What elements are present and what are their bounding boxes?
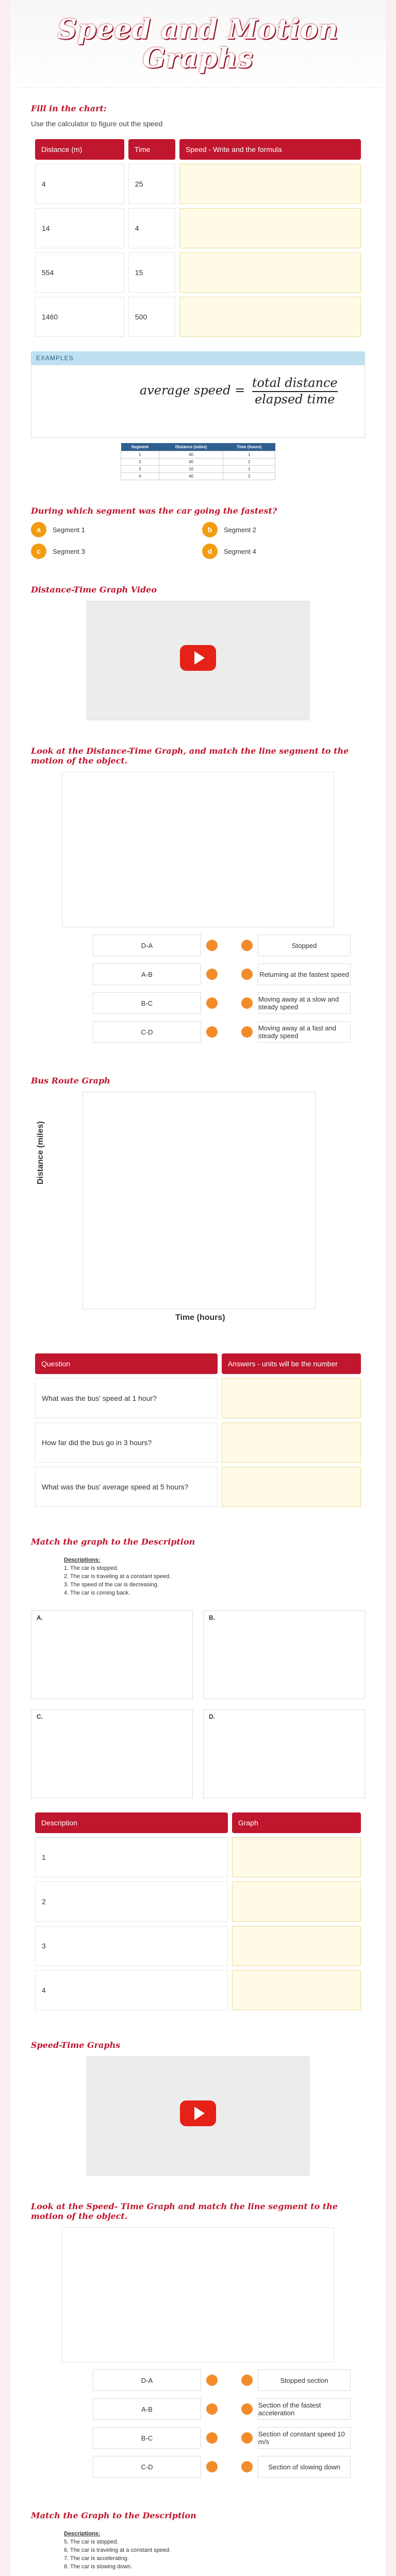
match-graph-title: Match the Graph to the Description	[31, 2511, 196, 2520]
motion-dot[interactable]	[241, 2375, 253, 2386]
motion-label: Stopped	[258, 935, 351, 956]
segment-label: C-D	[93, 1021, 201, 1043]
play-icon[interactable]	[180, 645, 216, 671]
motion-label: Returning at the fastest speed	[258, 963, 351, 985]
graph-label: C.	[37, 1713, 43, 1720]
segment-label: D-A	[93, 935, 201, 956]
table-row	[35, 252, 361, 293]
description-item: 8. The car is slowing down.	[64, 2564, 133, 2570]
match-row	[93, 2427, 365, 2449]
video-player[interactable]	[87, 2056, 309, 2176]
video-title: Speed-Time Graphs	[31, 2040, 121, 2050]
descriptions-title: Descriptions:	[64, 2531, 101, 2537]
option-label: Segment 3	[53, 547, 85, 555]
question-cell: What was the bus' average speed at 5 hours?	[35, 1467, 218, 1507]
mini-header: Distance (miles)	[159, 443, 223, 451]
answer-input[interactable]	[222, 1422, 361, 1463]
motion-dot[interactable]	[241, 2461, 253, 2472]
mini-header: Time (hours)	[223, 443, 275, 451]
mini-cell: 40	[159, 451, 223, 459]
motion-label: Moving away at a slow and steady speed	[258, 992, 351, 1014]
segment-question-section	[10, 490, 386, 569]
mini-cell: 2	[223, 459, 275, 466]
description-item: 2. The car is traveling at a constant speed.	[64, 1573, 171, 1580]
bus-route-ylabel: Distance (miles)	[36, 1121, 45, 1184]
graph-label: D.	[209, 1713, 215, 1720]
table-row	[35, 297, 361, 337]
description-item: 5. The car is stopped.	[64, 2539, 119, 2545]
match-row	[93, 2398, 365, 2420]
header-description: Description	[35, 1812, 228, 1833]
answer-input[interactable]	[222, 1467, 361, 1507]
segment-dot[interactable]	[206, 997, 218, 1009]
answer-input[interactable]	[179, 208, 361, 248]
graph-grid	[31, 1611, 365, 1798]
mini-cell: 40	[159, 473, 223, 480]
examples-bar: EXAMPLES	[31, 351, 365, 365]
st-match-section	[10, 2186, 386, 2495]
match-row	[93, 2369, 365, 2391]
description-item: 7. The car is accelerating.	[64, 2555, 129, 2562]
distance-time-graph	[62, 772, 334, 927]
graph-label: B.	[209, 1614, 215, 1621]
time-cell: 25	[128, 164, 175, 204]
segment-label: A-B	[93, 2398, 201, 2420]
page-title: Speed and Motion Graphs	[57, 14, 339, 74]
formula-denominator: elapsed time	[255, 392, 335, 406]
match-title: Look at the Distance-Time Graph, and match the line segment to the motion of the object.	[31, 746, 349, 766]
option-letter: a	[31, 522, 46, 537]
mini-cell: 2	[223, 473, 275, 480]
distance-cell: 554	[35, 252, 124, 293]
time-cell: 15	[128, 252, 175, 293]
option-a[interactable]	[31, 522, 194, 537]
descriptions-title: Descriptions:	[64, 1557, 101, 1563]
option-label: Segment 1	[53, 526, 85, 534]
option-b[interactable]	[202, 522, 365, 537]
segment-dot[interactable]	[206, 1026, 218, 1038]
graph-label: A.	[37, 1614, 43, 1621]
formula-fraction	[252, 376, 338, 406]
segment-dot[interactable]	[206, 969, 218, 980]
match-graph-2-section	[10, 2495, 386, 2576]
segment-label: C-D	[93, 2456, 201, 2478]
match-graph-title: Match the graph to the Description	[31, 1537, 195, 1547]
match-graph-1-section	[10, 1521, 386, 2025]
question-cell: What was the bus' speed at 1 hour?	[35, 1378, 218, 1418]
graph-b	[203, 1611, 365, 1699]
bus-questions-table	[31, 1349, 365, 1511]
mini-cell: 4	[121, 473, 159, 480]
match-title: Look at the Speed- Time Graph and match the line segment to the motion of the object.	[31, 2201, 338, 2221]
motion-dot[interactable]	[241, 969, 253, 980]
bus-route-graph	[31, 1092, 365, 1329]
bus-route-section	[10, 1060, 386, 1339]
example-table	[121, 443, 275, 480]
segment-dot[interactable]	[206, 2461, 218, 2472]
speed-time-graph	[62, 2227, 334, 2362]
formula-left: average speed =	[140, 383, 245, 398]
section-title: Fill in the chart:	[31, 104, 107, 113]
row-number: 3	[35, 1926, 228, 1966]
motion-dot[interactable]	[241, 940, 253, 951]
answer-input[interactable]	[232, 1837, 361, 1877]
descriptions-box	[61, 1553, 335, 1600]
mini-header: Segment	[121, 443, 159, 451]
option-letter: c	[31, 544, 46, 559]
play-icon[interactable]	[180, 2100, 216, 2126]
video-player[interactable]	[87, 601, 309, 720]
motion-label: Section of the fastest acceleration	[258, 2398, 351, 2420]
distance-cell: 4	[35, 164, 124, 204]
graph-d	[203, 1709, 365, 1798]
mini-cell: 40	[159, 459, 223, 466]
option-label: Segment 2	[224, 526, 256, 534]
descriptions-box	[61, 2527, 335, 2574]
time-cell: 4	[128, 208, 175, 248]
description-item: 1. The car is stopped.	[64, 1565, 119, 1571]
distance-cell: 14	[35, 208, 124, 248]
motion-dot[interactable]	[241, 2432, 253, 2444]
header-answer: Answers - units will be the number	[222, 1353, 361, 1374]
motion-label: Stopped section	[258, 2369, 351, 2391]
answer-input[interactable]	[232, 1970, 361, 2010]
segment-label: B-C	[93, 2427, 201, 2449]
mini-cell: 2	[121, 459, 159, 466]
formula-numerator: total distance	[252, 376, 338, 392]
hero-banner	[10, 0, 386, 88]
table-row	[35, 208, 361, 248]
distance-cell: 1460	[35, 297, 124, 337]
time-cell: 500	[128, 297, 175, 337]
segment-label: A-B	[93, 963, 201, 985]
description-item: 6. The car is traveling at a constant speed.	[64, 2547, 171, 2553]
header-question: Question	[35, 1353, 218, 1374]
description-item: 4. The car is coming back.	[64, 1590, 130, 1596]
segment-label: B-C	[93, 992, 201, 1014]
option-letter: b	[202, 522, 218, 537]
answer-input[interactable]	[232, 1882, 361, 1922]
question-title: During which segment was the car going the fastest?	[31, 506, 277, 516]
st-video-section	[10, 2025, 386, 2186]
header-speed: Speed - Write and the formula	[179, 139, 361, 160]
header-graph: Graph	[232, 1812, 361, 1833]
row-number: 4	[35, 1970, 228, 2010]
match-row	[93, 935, 365, 956]
bus-route-chart-area	[82, 1092, 316, 1309]
match-row	[93, 1021, 365, 1043]
option-c[interactable]	[31, 544, 194, 559]
segment-dot[interactable]	[206, 2432, 218, 2444]
answer-input[interactable]	[179, 164, 361, 204]
graph-a	[31, 1611, 193, 1699]
match-row	[93, 992, 365, 1014]
motion-dot[interactable]	[241, 1026, 253, 1038]
question-cell: How far did the bus go in 3 hours?	[35, 1422, 218, 1463]
graph-c	[31, 1709, 193, 1798]
dt-video-section	[10, 569, 386, 731]
answer-input[interactable]	[179, 252, 361, 293]
motion-label: Section of constant speed 10 m/s	[258, 2427, 351, 2449]
worksheet-page	[10, 0, 386, 2576]
fill-chart-section	[10, 88, 386, 490]
row-number: 2	[35, 1882, 228, 1922]
table-row	[35, 164, 361, 204]
mini-cell: 1	[223, 466, 275, 473]
segment-label: D-A	[93, 2369, 201, 2391]
bus-route-xlabel: Time (hours)	[175, 1313, 225, 1322]
mini-cell: 3	[121, 466, 159, 473]
dt-match-section	[10, 731, 386, 1060]
motion-dot[interactable]	[241, 2403, 253, 2415]
video-title: Distance-Time Graph Video	[31, 585, 157, 595]
header-time: Time	[128, 139, 175, 160]
description-graph-table	[31, 1808, 365, 2014]
option-label: Segment 4	[224, 547, 256, 555]
row-number: 1	[35, 1837, 228, 1877]
segment-dot[interactable]	[206, 940, 218, 951]
segment-dot[interactable]	[206, 2375, 218, 2386]
option-d[interactable]	[202, 544, 365, 559]
answer-input[interactable]	[222, 1378, 361, 1418]
segment-dot[interactable]	[206, 2403, 218, 2415]
match-row	[93, 2456, 365, 2478]
bus-route-title: Bus Route Graph	[31, 1076, 110, 1086]
options-grid	[31, 522, 365, 559]
section-subtext: Use the calculator to figure out the speed	[31, 120, 163, 128]
mini-cell: 10	[159, 466, 223, 473]
description-item: 3. The speed of the car is decreasing.	[64, 1582, 159, 1588]
mini-cell: 1	[223, 451, 275, 459]
answer-input[interactable]	[179, 297, 361, 337]
formula-box	[31, 365, 365, 438]
answer-input[interactable]	[232, 1926, 361, 1966]
match-row	[93, 963, 365, 985]
option-letter: d	[202, 544, 218, 559]
mini-cell: 1	[121, 451, 159, 459]
motion-label: Section of slowing down	[258, 2456, 351, 2478]
motion-dot[interactable]	[241, 997, 253, 1009]
speed-table	[31, 135, 365, 341]
bus-questions-section	[10, 1339, 386, 1521]
speed-formula	[140, 376, 338, 406]
motion-label: Moving away at a fast and steady speed	[258, 1021, 351, 1043]
header-distance: Distance (m)	[35, 139, 124, 160]
